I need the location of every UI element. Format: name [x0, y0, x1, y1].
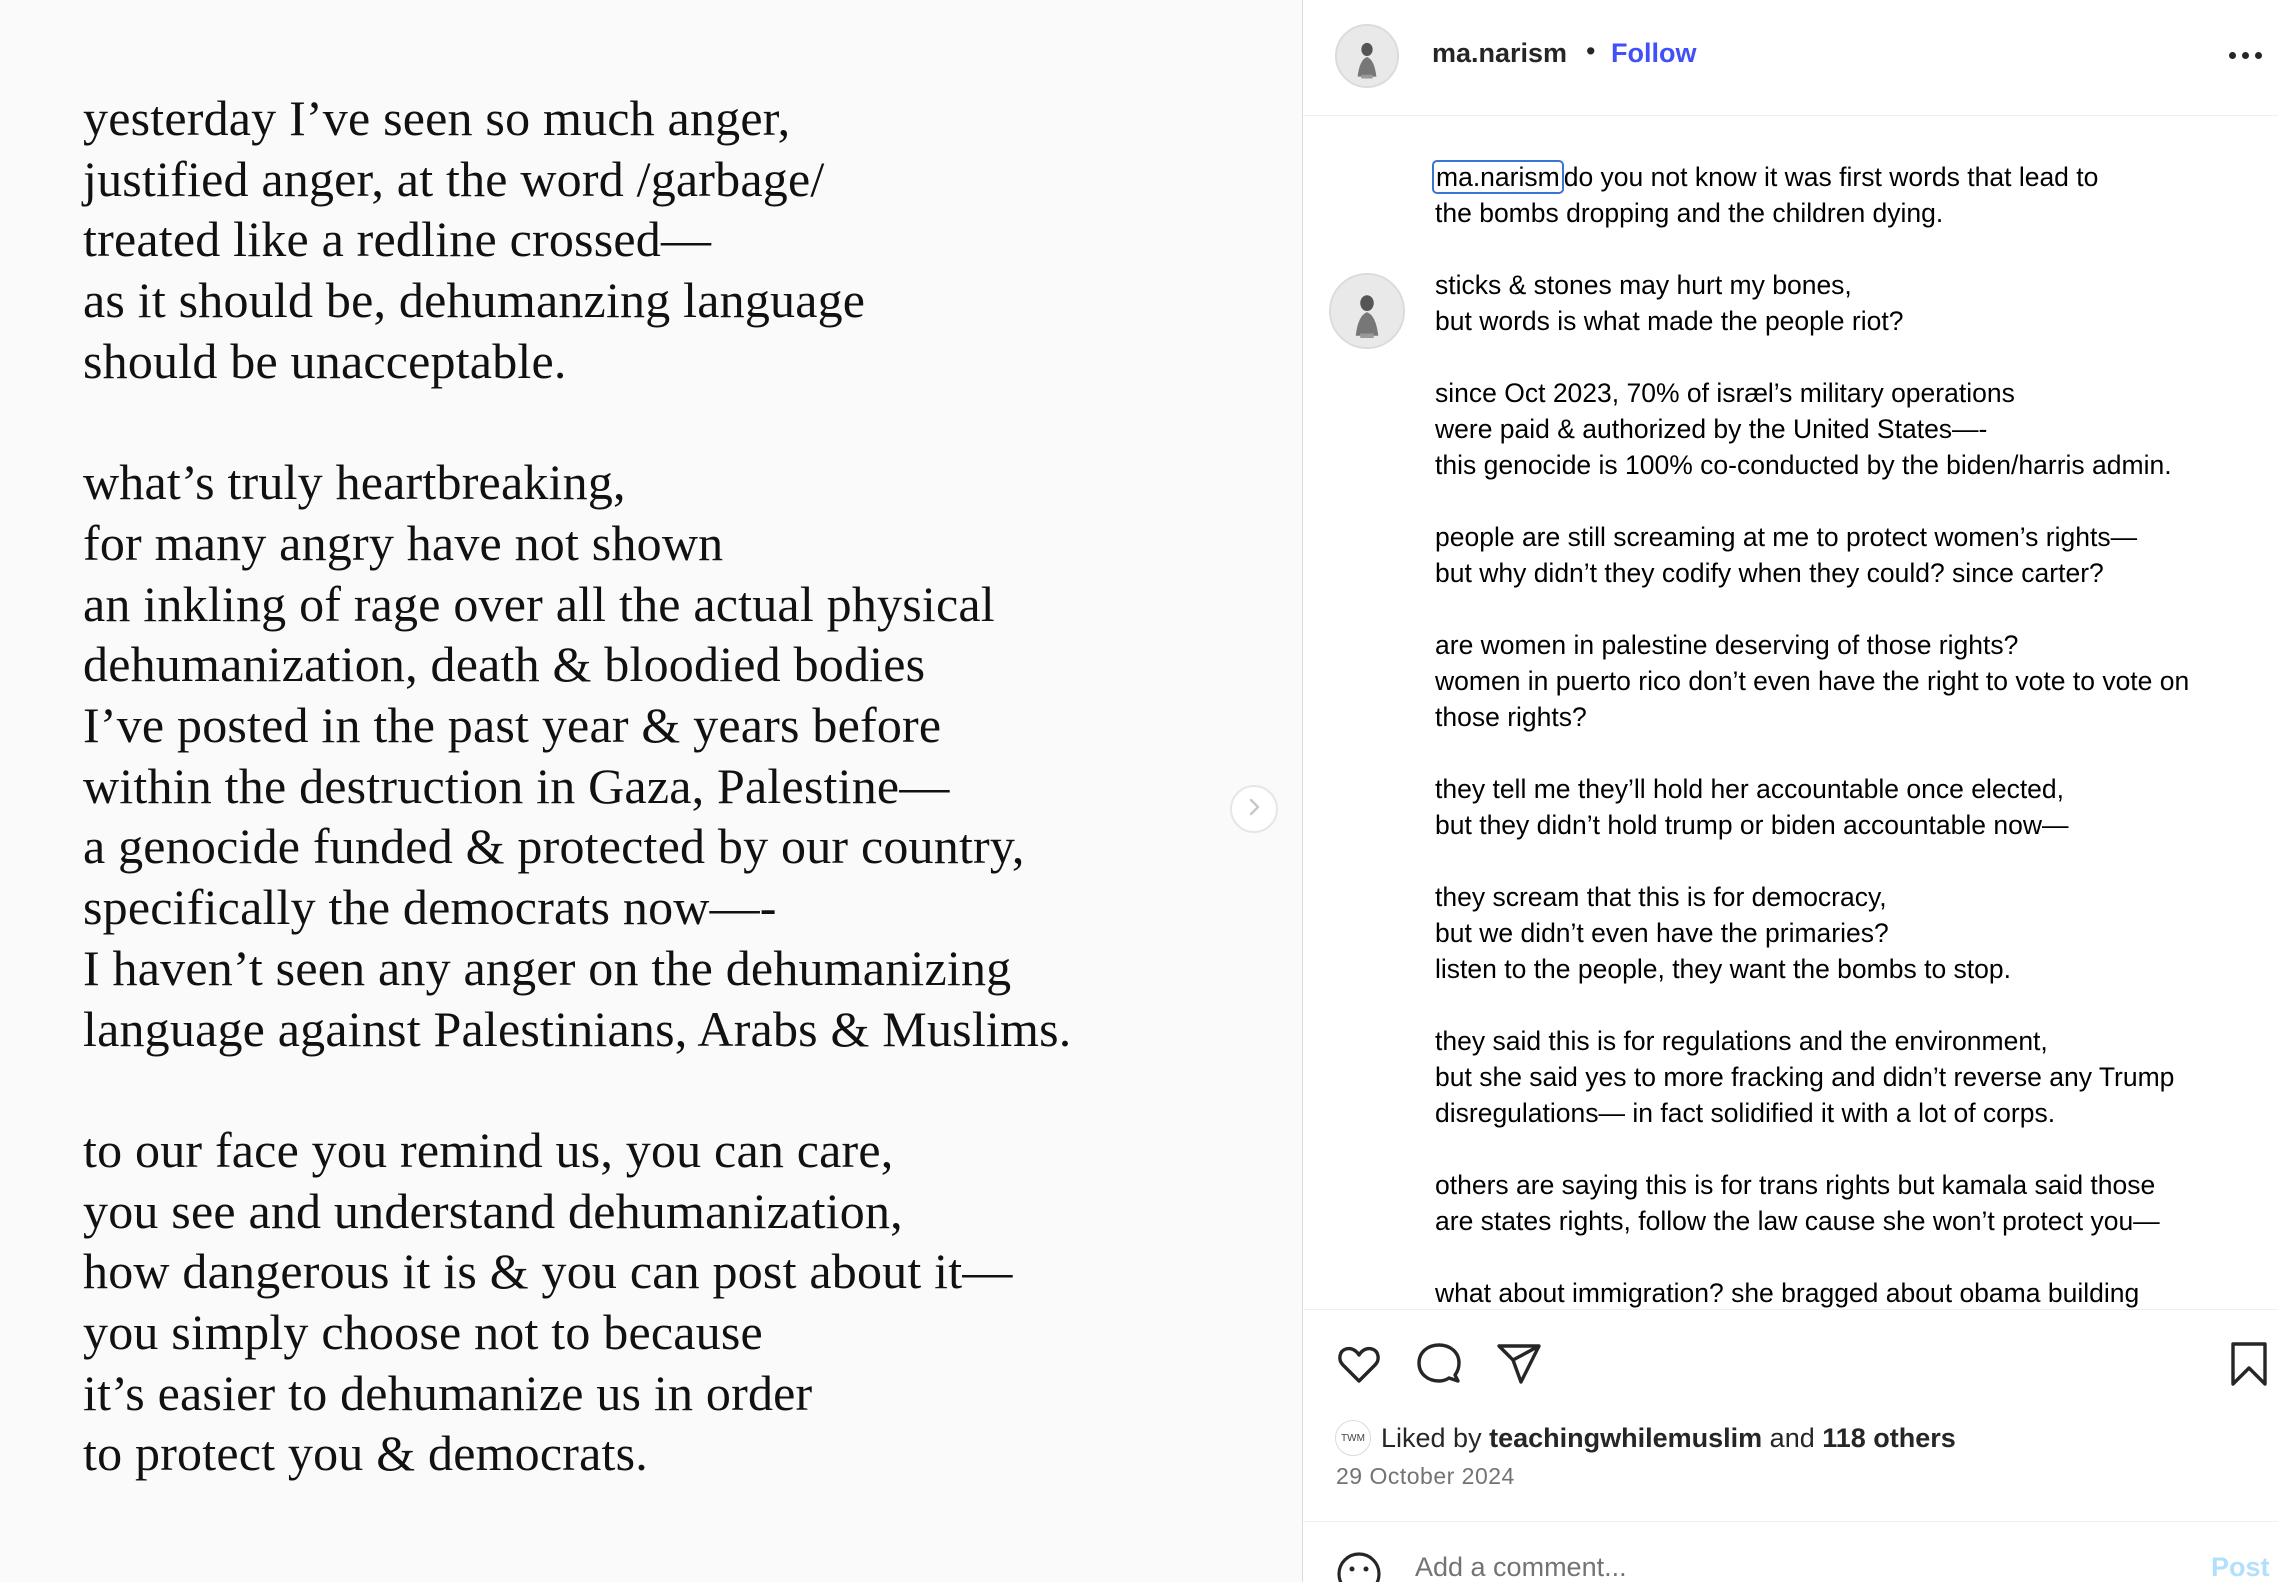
- poem-stanza: [83, 452, 1071, 1059]
- caption-paragraph: [1435, 519, 2265, 591]
- poem-line: an inkling of rage over all the actual physical: [83, 575, 995, 632]
- poem-line: as it should be, dehumanzing language: [83, 272, 866, 329]
- liker-username[interactable]: teachingwhilemuslim: [1489, 1422, 1763, 1453]
- bookmark-icon[interactable]: [2225, 1340, 2273, 1388]
- profile-figure-icon: [1331, 275, 1403, 347]
- caption-line: but she said yes to more fracking and didn’t reverse any Trump: [1435, 1062, 2175, 1092]
- caption-line: are states rights, follow the law cause she won’t protect you—: [1435, 1206, 2160, 1236]
- poem-stanza: [83, 88, 1071, 392]
- poem-line: language against Palestinians, Arabs & Muslims.: [83, 1000, 1072, 1057]
- poem-line: treated like a redline crossed—: [83, 211, 712, 268]
- caption-line: but why didn’t they codify when they could? since carter?: [1435, 558, 2104, 588]
- poem-line: what’s truly heartbreaking,: [83, 454, 626, 511]
- poem-line: it’s easier to dehumanize us in order: [83, 1364, 813, 1421]
- poem-line: a genocide funded & protected by our country,: [83, 818, 1025, 875]
- caption-line: this genocide is 100% co-conducted by the biden/harris admin.: [1435, 450, 2172, 480]
- caption-line: those rights?: [1435, 702, 1587, 732]
- caption-line: they tell me they’ll hold her accountable once elected,: [1435, 774, 2065, 804]
- caption-line: sticks & stones may hurt my bones,: [1435, 270, 1852, 300]
- liker-avatar[interactable]: TWM: [1335, 1420, 1371, 1456]
- caption-line: what about immigration? she bragged about obama building: [1435, 1278, 2140, 1308]
- poem-text: [83, 88, 1071, 1545]
- chevron-right-icon: [1243, 796, 1265, 823]
- post-side-panel: [1302, 0, 2278, 1582]
- post-caption: [1435, 159, 2265, 1309]
- caption-username[interactable]: ma.narism: [1432, 160, 1564, 194]
- poem-line: I’ve posted in the past year & years before: [83, 697, 942, 754]
- caption-paragraph: [1435, 159, 2265, 231]
- poem-line: dehumanization, death & bloodied bodies: [83, 636, 926, 693]
- caption-line: they scream that this is for democracy,: [1435, 882, 1887, 912]
- poem-line: within the destruction in Gaza, Palestine—: [83, 757, 950, 814]
- poem-line: to our face you remind us, you can care,: [83, 1121, 894, 1178]
- caption-paragraph: [1435, 1167, 2265, 1239]
- avatar[interactable]: [1335, 24, 1399, 88]
- caption-line: but we didn’t even have the primaries?: [1435, 918, 1889, 948]
- caption-line: others are saying this is for trans rights but kamala said those: [1435, 1170, 2156, 1200]
- caption-avatar[interactable]: [1329, 273, 1405, 349]
- header-username[interactable]: ma.narism: [1432, 38, 1568, 68]
- separator-dot: •: [1586, 36, 1596, 66]
- next-image-button[interactable]: [1230, 785, 1278, 833]
- poem-line: specifically the democrats now—-: [83, 879, 777, 936]
- likes-conjunction: and: [1769, 1422, 1815, 1453]
- poem-line: how dangerous it is & you can post about it—: [83, 1243, 1013, 1300]
- caption-line: people are still screaming at me to protect women’s rights—: [1435, 522, 2138, 552]
- poem-line: I haven’t seen any anger on the dehumanizing: [83, 939, 1012, 996]
- heart-icon[interactable]: [1335, 1340, 1383, 1388]
- caption-paragraph: [1435, 771, 2265, 843]
- poem-line: yesterday I’ve seen so much anger,: [83, 90, 791, 146]
- post-date[interactable]: 29 October 2024: [1336, 1463, 1515, 1489]
- likes-others-link[interactable]: 118 others: [1822, 1422, 1956, 1453]
- poem-line: to protect you & democrats.: [83, 1425, 648, 1482]
- comment-icon[interactable]: [1415, 1340, 1463, 1388]
- caption-line: listen to the people, they want the bombs to stop.: [1435, 954, 2011, 984]
- post-header: [1303, 0, 2278, 116]
- caption-line: but they didn’t hold trump or biden accountable now—: [1435, 810, 2069, 840]
- actions-bar: [1303, 1309, 2278, 1529]
- share-icon[interactable]: [1495, 1340, 1543, 1388]
- add-comment-section: [1303, 1521, 2278, 1582]
- emoji-smile-icon[interactable]: [1335, 1550, 1383, 1582]
- caption-paragraph: [1435, 1275, 2265, 1309]
- caption-paragraph: [1435, 267, 2265, 339]
- caption-line: were paid & authorized by the United States—-: [1435, 414, 1988, 444]
- poem-line: you simply choose not to because: [83, 1304, 763, 1361]
- caption-line: women in puerto rico don’t even have the right to vote to vote on: [1435, 666, 2190, 696]
- follow-button[interactable]: Follow: [1611, 38, 1697, 68]
- poem-line: should be unacceptable.: [83, 332, 567, 389]
- poem-line: for many angry have not shown: [83, 514, 724, 571]
- caption-line: they said this is for regulations and the environment,: [1435, 1026, 2048, 1056]
- caption-line: disregulations— in fact solidified it with a lot of corps.: [1435, 1098, 2056, 1128]
- caption-line: but words is what made the people riot?: [1435, 306, 1904, 336]
- likes-prefix: Liked by: [1381, 1422, 1482, 1453]
- more-options-icon[interactable]: [2229, 50, 2265, 60]
- comment-input[interactable]: [1415, 1552, 2115, 1582]
- profile-figure-icon: [1337, 26, 1397, 86]
- caption-line: [1435, 159, 2265, 195]
- caption-paragraph: [1435, 627, 2265, 735]
- caption-line: the bombs dropping and the children dying.: [1435, 198, 1944, 228]
- poem-line: justified anger, at the word /garbage/: [83, 150, 825, 207]
- caption-paragraph: [1435, 879, 2265, 987]
- poem-stanza: [83, 1120, 1071, 1484]
- caption-paragraph: [1435, 1023, 2265, 1131]
- likes-summary: [1335, 1418, 1956, 1458]
- comments-area[interactable]: [1303, 117, 2278, 1309]
- caption-line: are women in palestine deserving of those rights?: [1435, 630, 2019, 660]
- post-comment-button[interactable]: Post: [2211, 1552, 2270, 1582]
- caption-line: since Oct 2023, 70% of isræl’s military operations: [1435, 378, 2015, 408]
- caption-text: do you not know it was first words that lead to: [1563, 162, 2099, 192]
- poem-line: you see and understand dehumanization,: [83, 1182, 903, 1239]
- caption-paragraph: [1435, 375, 2265, 483]
